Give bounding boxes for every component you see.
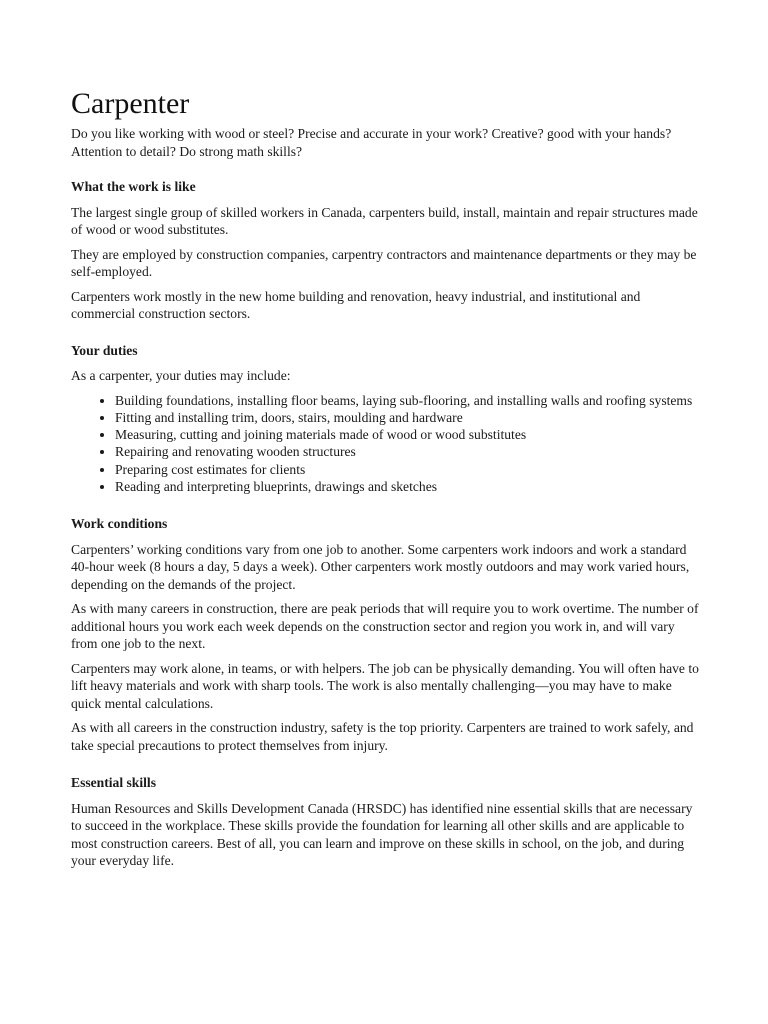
- duties-intro-paragraph: As a carpenter, your duties may include:: [71, 368, 291, 383]
- conditions-paragraph-2: As with many careers in construction, there are peak periods that will require you to work overtime. The number of additional hours you work each week depends on the construction sector and region you work in, and will vary from one job to the next.: [71, 601, 699, 652]
- conditions-paragraph-3: Carpenters may work alone, in teams, or with helpers. The job can be physically demanding. You will often have to lift heavy materials and work with sharp tools. The work is also mentally challenging—you may have to make quick mental calculations.: [71, 660, 699, 711]
- list-item: • Repairing and renovating wooden structures: [115, 443, 701, 460]
- list-item: • Measuring, cutting and joining materials made of wood or wood substitutes: [115, 426, 701, 443]
- duties-list: [71, 392, 701, 496]
- work-like-paragraph-3: Carpenters work mostly in the new home building and renovation, heavy industrial, and institutional and commercial construction sectors.: [71, 288, 641, 321]
- list-item: • Fitting and installing trim, doors, stairs, moulding and hardware: [115, 409, 701, 426]
- intro-paragraph: Do you like working with wood or steel? Precise and accurate in your work? Creative? good with your hands? Attention to detail? Do strong math skills?: [71, 126, 672, 159]
- section-heading-conditions: Work conditions: [71, 516, 168, 532]
- page-title: Carpenter: [71, 87, 190, 120]
- skills-paragraph-1: Human Resources and Skills Development Canada (HRSDC) has identified nine essential skills that are necessary to succeed in the workplace. These skills provide the foundation for learning all other skills and are applicable to most construction careers. Best of all, you can learn and improve on these skills in school, on the job, and during your everyday life.: [71, 800, 693, 869]
- list-item: • Reading and interpreting blueprints, drawings and sketches: [115, 478, 701, 495]
- work-like-paragraph-1: The largest single group of skilled workers in Canada, carpenters build, install, maintain and repair structures made of wood or wood substitutes.: [71, 204, 698, 237]
- conditions-paragraph-4: As with all careers in the construction industry, safety is the top priority. Carpenters are trained to work safely, and take special precautions to protect themselves from injury.: [71, 720, 694, 753]
- document-page: [71, 86, 701, 877]
- section-heading-skills: Essential skills: [71, 775, 156, 791]
- conditions-paragraph-1: Carpenters’ working conditions vary from one job to another. Some carpenters work indoors and work a standard 40-hour week (8 hours a day, 5 days a week). Other carpenters work mostly outdoors and may work varied hours, depending on the demands of the project.: [71, 541, 690, 592]
- list-item: • Preparing cost estimates for clients: [115, 461, 701, 478]
- section-heading-duties: Your duties: [71, 342, 138, 358]
- work-like-paragraph-2: They are employed by construction companies, carpentry contractors and maintenance departments or they may be self-employed.: [71, 246, 697, 279]
- section-heading-work-like: What the work is like: [71, 179, 196, 194]
- list-item: • Building foundations, installing floor beams, laying sub-flooring, and installing walls and roofing systems: [115, 392, 701, 409]
